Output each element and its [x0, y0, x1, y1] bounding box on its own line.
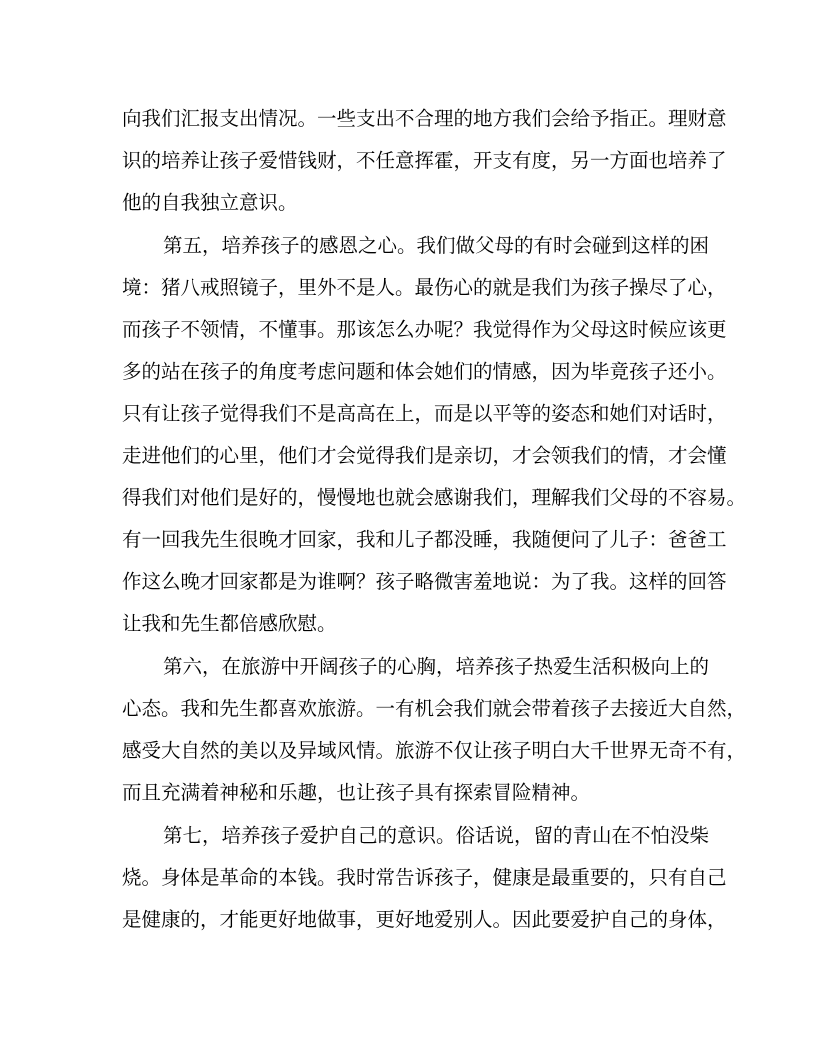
text-line: 作这么晚才回家都是为谁啊？孩子略微害羞地说：为了我。这样的回答	[122, 570, 727, 593]
text-line: 烧。身体是革命的本钱。我时常告诉孩子，健康是最重要的，只有自己	[122, 866, 727, 889]
text-line: 感受大自然的美以及异域风情。旅游不仅让孩子明白大千世界无奇不有，	[122, 739, 747, 762]
text-line: 得我们对他们是好的，慢慢地也就会感谢我们，理解我们父母的不容易。	[122, 486, 747, 509]
text-line: 第六，在旅游中开阔孩子的心胸，培养孩子热爱生活积极向上的	[163, 655, 710, 678]
text-line: 向我们汇报支出情况。一些支出不合理的地方我们会给予指正。理财意	[122, 107, 727, 130]
text-line: 而且充满着神秘和乐趣，也让孩子具有探索冒险精神。	[122, 781, 591, 804]
text-line: 多的站在孩子的角度考虑问题和体会她们的情感，因为毕竟孩子还小。	[122, 360, 727, 383]
text-line: 只有让孩子觉得我们不是高高在上，而是以平等的姿态和她们对话时，	[122, 402, 727, 425]
text-line: 而孩子不领情，不懂事。那该怎么办呢？我觉得作为父母这时候应该更	[122, 318, 727, 341]
text-line: 第七，培养孩子爱护自己的意识。俗话说，留的青山在不怕没柴	[163, 824, 710, 847]
text-line: 走进他们的心里，他们才会觉得我们是亲切，才会领我们的情，才会懂	[122, 444, 727, 467]
text-line: 第五，培养孩子的感恩之心。我们做父母的有时会碰到这样的困	[163, 234, 710, 257]
text-line: 他的自我独立意识。	[122, 191, 298, 214]
text-line: 让我和先生都倍感欣慰。	[122, 612, 337, 635]
text-line: 是健康的，才能更好地做事，更好地爱别人。因此要爱护自己的身体，	[122, 908, 727, 931]
text-line: 境：猪八戒照镜子，里外不是人。最伤心的就是我们为孩子操尽了心，	[122, 276, 727, 299]
text-line: 识的培养让孩子爱惜钱财，不任意挥霍，开支有度，另一方面也培养了	[122, 149, 727, 172]
text-line: 心态。我和先生都喜欢旅游。一有机会我们就会带着孩子去接近大自然，	[122, 697, 747, 720]
text-line: 有一回我先生很晚才回家，我和儿子都没睡，我随便问了儿子：爸爸工	[122, 528, 727, 551]
